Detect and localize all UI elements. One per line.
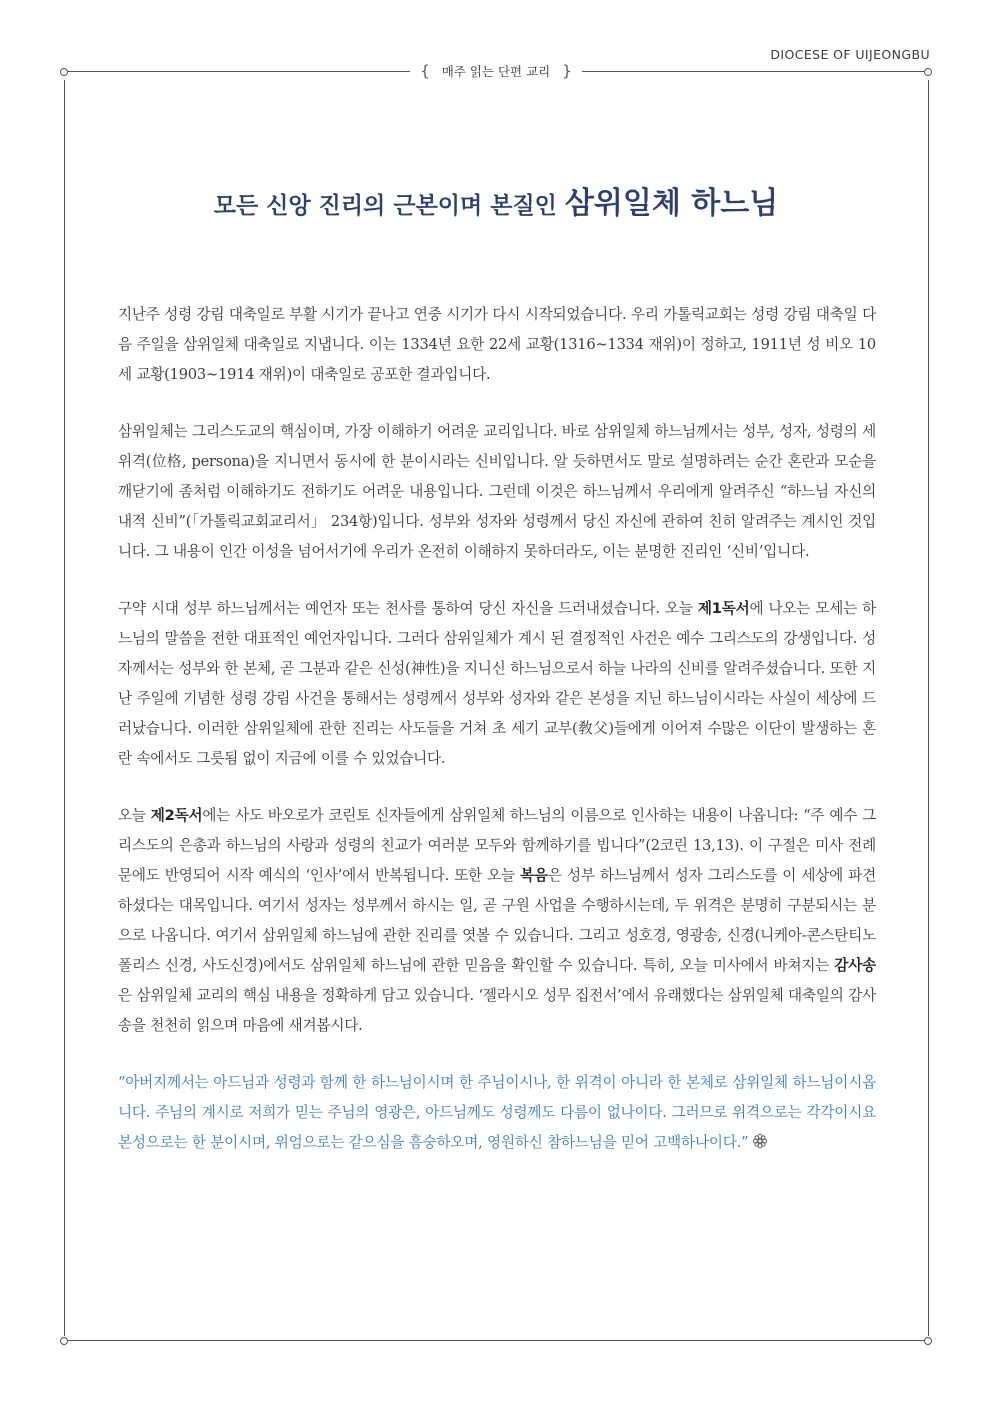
paragraph-1: 지난주 성령 강림 대축일로 부활 시기가 끝나고 연중 시기가 다시 시작되었습니다. 우리 가톨릭교회는 성령 강림 대축일 다음 주일을 삼위일체 대축일로 지냅니다. 이는 1334년 요한 22세 교황(1316~1334 재위)이 정하고, 1911년 성 비오 10세 교황(1903~1914 재위)이 대축일로 공포한 결과입니다.: [118, 306, 876, 383]
section-label: [410, 60, 582, 82]
p4-text-c: 에는 사도 바오로가 코린토 신자들에게 삼위일체 하느님의 이름으로 인사하는 내용이 나옵니다: “주 예수 그리스도의 은총과 하느님의 사랑과 성령의 친교가 여러분 모두와 함께하기를 빕니다”(2코린 13,13). 이 구절은 미사 전례문에도 반영되어 시작 예식의 ‘인사’에서 반복됩니다. 또한 오늘: [118, 807, 876, 884]
p3-text-a: 구약 시대 성부 하느님께서는 예언자 또는 천사를 통하여 당신 자신을 드러내셨습니다. 오늘: [118, 600, 698, 617]
frame-corner-top-left: [60, 68, 68, 76]
p3-text-c: 에 나오는 모세는 하느님의 말씀을 전한 대표적인 예언자입니다. 그러다 삼위일체가 계시 된 결정적인 사건은 예수 그리스도의 강생입니다. 성자께서는 성부와 한 본체, 곧 그분과 같은 신성(神性)을 지니신 하느님으로서 하늘 나라의 신비를 알려주셨습니다. 또한 지난 주일에 기념한 성령 강림 사건을 통해서는 성령께서 성부와 성자와 같은 본성을 지닌 하느님이시라는 사실이 세상에 드러났습니다. 이러한 삼위일체에 관한 진리는 사도들을 거쳐 초 세기 교부(敎父)들에게 이어져 수많은 이단이 발생하는 혼란 속에서도 그릇됨 없이 지금에 이를 수 있었습니다.: [118, 600, 876, 767]
frame-bottom-line: [64, 1340, 928, 1341]
paragraph-3: [118, 594, 876, 774]
p4-text-d: 은 성부 하느님께서 성자 그리스도를 이 세상에 파견하셨다는 대목입니다. 여기서 성자는 성부께서 하시는 일, 곧 구원 사업을 수행하시는데, 두 위격은 분명히 구분되시는 분으로 나옵니다. 여기서 삼위일체 하느님에 관한 진리를 엿볼 수 있습니다. 그리고 성호경, 영광송, 신경(니케아-콘스탄티노폴리스 신경, 사도신경)에서도 삼위일체 하느님에 관한 믿음을 확인할 수 있습니다. 특히, 오늘 미사에서 바쳐지는: [118, 867, 876, 974]
title-emphasis: 삼위일체 하느님: [564, 186, 779, 221]
gospel-label: 복음: [520, 867, 548, 884]
page-title: [64, 178, 928, 222]
frame-right-line: [928, 80, 929, 1336]
p4-text-e: 은 삼위일체 교리의 핵심 내용을 정확하게 담고 있습니다. ‘젤라시오 성무 집전서’에서 유래했다는 삼위일체 대축일의 감사송을 천천히 읽으며 마음에 새겨봅시다.: [118, 987, 876, 1034]
paragraph-4: [118, 801, 876, 1041]
section-label-text: 매주 읽는 단편 교리: [441, 64, 551, 79]
diocese-label: DIOCESE OF UIJEONGBU: [770, 47, 930, 62]
paragraph-2: 삼위일체는 그리스도교의 핵심이며, 가장 이해하기 어려운 교리입니다. 바로 삼위일체 하느님께서는 성부, 성자, 성령의 세 위격(位格, persona)을 지니면서 동시에 한 분이시라는 신비입니다. 알 듯하면서도 말로 설명하려는 순간 혼란과 모순을 깨닫기에 좀처럼 이해하기도 전하기도 어려운 내용입니다. 그런데 이것은 하느님께서 우리에게 알려주신 “하느님 자신의 내적 신비”(「가톨릭교회교리서」 234항)입니다. 성부와 성자와 성령께서 당신 자신에 관하여 친히 알려주는 계시인 것입니다. 그 내용이 인간 이성을 넘어서기에 우리가 온전히 이해하지 못하더라도, 이는 분명한 진리인 ‘신비’입니다.: [118, 423, 876, 560]
frame-corner-bottom-left: [60, 1337, 68, 1345]
bracket-close: }: [562, 62, 572, 80]
bracket-open: {: [420, 62, 430, 80]
title-main: 모든 신앙 진리의 근본이며 본질인: [213, 192, 565, 219]
second-reading-label: 제2독서: [150, 807, 203, 824]
p4-text-a: 오늘: [118, 807, 151, 824]
frame-left-line: [64, 80, 65, 1336]
frame-corner-bottom-right: [924, 1337, 932, 1345]
flower-ornament-icon: [752, 1133, 768, 1149]
preface-label: 감사송: [834, 957, 876, 974]
article-body: [118, 300, 876, 1185]
preface-quote: [118, 1068, 876, 1158]
quote-text: “아버지께서는 아드님과 성령과 함께 한 하느님이시며 한 주님이시나, 한 위격이 아니라 한 본체로 삼위일체 하느님이시옵니다. 주님의 계시로 저희가 믿는 주님의 영광은, 아드님께도 성령께도 다름이 없나이다. 그러므로 위격으로는 각각이시요 본성으로는 한 분이시며, 위엄으로는 같으심을 흠숭하오며, 영원하신 참하느님을 믿어 고백하나이다.”: [118, 1074, 876, 1151]
first-reading-label: 제1독서: [697, 600, 750, 617]
frame-corner-top-right: [924, 68, 932, 76]
